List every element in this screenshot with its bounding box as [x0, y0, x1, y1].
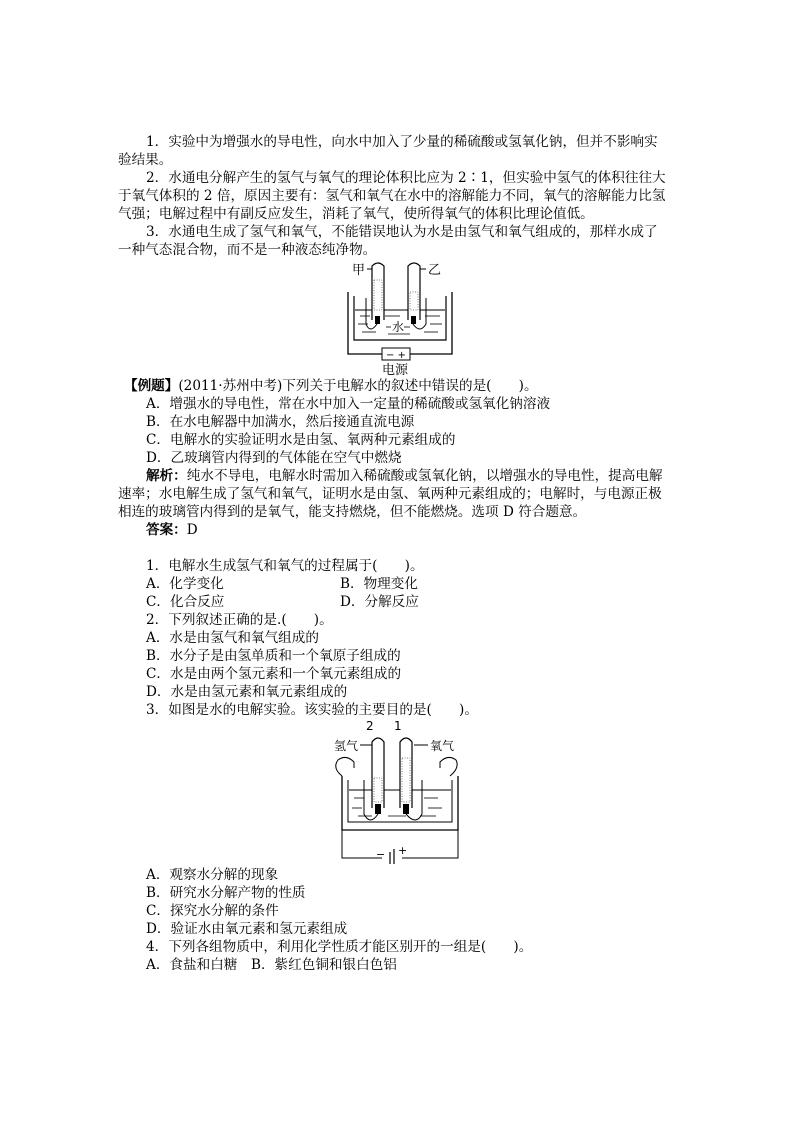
q1-option-d: D．分解反应: [340, 594, 419, 610]
electrolysis-figure-1: [340, 258, 465, 378]
power-source-caption: 电源: [382, 363, 409, 378]
question-1: 1．电解水生成氢气和氧气的过程属于( )。: [146, 558, 424, 574]
electrolysis-apparatus-diagram: [340, 258, 465, 378]
hydrogen-label: 氢气: [334, 739, 359, 753]
example-question-text: (2011·苏州中考)下列关于电解水的叙述中错误的是( )。: [178, 378, 538, 394]
q3-option-d: D．验证水由氧元素和氢元素组成: [146, 921, 348, 937]
q2-option-a: A．水是由氢气和氧气组成的: [146, 630, 319, 646]
tube-2-number: 2: [366, 719, 374, 733]
note-1-line-1: 1．实验中为增强水的导电性，向水中加入了少量的稀硫酸或氢氧化钠，但并不影响实: [146, 134, 658, 150]
water-label: 水: [392, 320, 405, 334]
power-source-signs: − +: [386, 350, 406, 361]
analysis-line-2: 速率；水电解生成了氢气和氧气，证明水是由氢、氧两种元素组成的；电解时，与电源正极: [118, 486, 662, 502]
example-option-c: C．电解水的实验证明水是由氢、氧两种元素组成的: [146, 432, 456, 448]
note-2-line-2: 于氧气体积的 2 倍，原因主要有：氢气和氧气在水中的溶解能力不同，氧气的溶解能力比氢: [118, 188, 666, 204]
battery-plus-sign: +: [398, 844, 408, 857]
q4-options-line: A．食盐和白糖 B．紫红色铜和银白色铝: [146, 957, 397, 973]
electrolysis-experiment-diagram: [328, 718, 468, 864]
answer-line: [146, 521, 198, 539]
note-1-line-2: 验结果。: [118, 152, 173, 168]
electrolysis-figure-2: [328, 718, 468, 864]
analysis-text-1: 纯水不导电，电解水时需加入稀硫酸或氢氧化钠，以增强水的导电性，提高电解: [186, 468, 663, 484]
q1-option-b: B．物理变化: [340, 576, 418, 592]
q1-option-a: A．化学变化: [146, 576, 224, 592]
note-2-line-3: 气强；电解过程中有副反应发生，消耗了氧气，使所得氧气的体积比理论值低。: [118, 206, 594, 222]
answer-label: 答案：: [146, 522, 187, 538]
example-option-a: A．增强水的导电性，常在水中加入一定量的稀硫酸或氢氧化钠溶液: [146, 396, 551, 412]
note-3-line-2: 一种气态混合物，而不是一种液态纯净物。: [118, 242, 377, 258]
example-option-d: D．乙玻璃管内得到的气体能在空气中燃烧: [146, 450, 402, 466]
example-tag: 【例题】: [124, 378, 179, 394]
note-3-line-1: 3．水通电生成了氢气和氧气，不能错误地认为水是由氢气和氧气组成的，那样水成了: [146, 224, 658, 240]
question-4: 4．下列各组物质中，利用化学性质才能区别开的一组是( )。: [146, 939, 533, 955]
analysis-label: 解析：: [146, 468, 187, 484]
battery-minus-sign: −: [376, 848, 386, 861]
q1-option-c: C．化合反应: [146, 594, 225, 610]
q2-option-d: D．水是由氢元素和氧元素组成的: [146, 684, 348, 700]
analysis-line-1: [146, 467, 663, 485]
question-3: 3．如图是水的电解实验。该实验的主要目的是( )。: [146, 702, 478, 718]
q2-option-c: C．水是由两个氢元素和一个氧元素组成的: [146, 666, 402, 682]
analysis-line-3: 相连的玻璃管内得到的是氧气，能支持燃烧，但不能燃烧。选项 D 符合题意。: [118, 504, 587, 520]
tube-jia-label: 甲: [352, 263, 366, 278]
tube-yi-label: 乙: [428, 263, 442, 278]
q2-option-b: B．水分子是由氢单质和一个氧原子组成的: [146, 648, 401, 664]
q3-option-b: B．研究水分解产物的性质: [146, 885, 306, 901]
note-2-line-1: 2．水通电分解产生的氢气与氧气的理论体积比应为 2∶1，但实验中氢气的体积往往大: [146, 170, 666, 186]
q3-option-c: C．探究水分解的条件: [146, 903, 279, 919]
example-option-b: B．在水电解器中加满水，然后接通直流电源: [146, 414, 415, 430]
example-question: [124, 377, 538, 395]
tube-1-number: 1: [394, 719, 402, 733]
question-2: 2．下列叙述正确的是.( )。: [146, 612, 333, 628]
oxygen-label: 氧气: [430, 739, 455, 753]
q3-option-a: A．观察水分解的现象: [146, 867, 279, 883]
answer-value: D: [186, 522, 198, 538]
